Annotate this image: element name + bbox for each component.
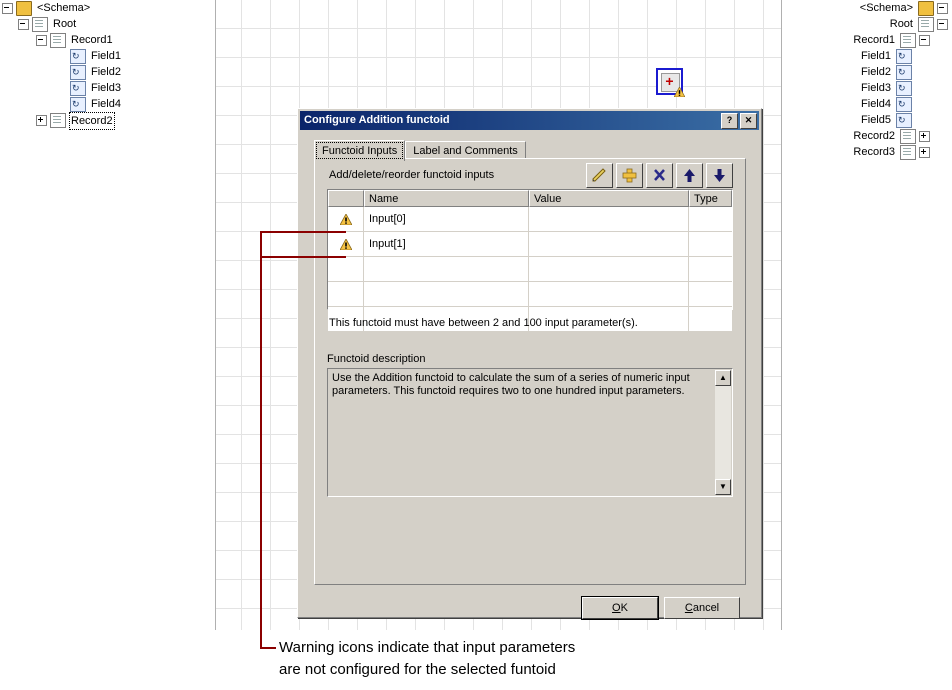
tree-item-label: <Schema>: [859, 2, 913, 14]
inputs-toolbar: [586, 163, 733, 188]
tree-row[interactable]: [782, 128, 952, 144]
table-row[interactable]: [328, 232, 732, 257]
functoid-description-box: [327, 368, 733, 497]
folder-icon: [16, 1, 32, 16]
edit-input-button[interactable]: [586, 163, 613, 188]
tree-item-label: Root: [889, 18, 913, 30]
tree-item-label: Field2: [861, 66, 891, 78]
cell-empty[interactable]: [364, 257, 529, 282]
grid-header-row: [328, 190, 732, 207]
tree-row[interactable]: [782, 112, 952, 128]
cell-empty[interactable]: [529, 282, 689, 307]
expander-minus-icon[interactable]: [18, 19, 29, 30]
folder-icon: [918, 1, 934, 16]
warning-icon: [674, 87, 685, 97]
field-icon: [896, 81, 912, 96]
ok-button-label: K: [620, 602, 628, 614]
document-icon: [32, 17, 48, 32]
tree-row[interactable]: [782, 96, 952, 112]
functoid-inputs-panel: [314, 158, 746, 585]
expander-plus-icon[interactable]: [919, 131, 930, 142]
tree-item-label: <Schema>: [37, 2, 91, 14]
tree-row[interactable]: [0, 48, 215, 64]
tree-item-label: Field3: [91, 82, 121, 94]
titlebar-buttons: [721, 113, 757, 129]
plus-icon: [617, 164, 642, 187]
arrow-down-icon: [707, 164, 732, 187]
tree-item-label: Root: [53, 18, 77, 30]
document-icon: [900, 145, 916, 160]
tree-row[interactable]: [782, 16, 952, 32]
field-icon: [70, 49, 86, 64]
cancel-button[interactable]: [664, 597, 740, 619]
row-warning-cell: [328, 232, 364, 257]
expander-minus-icon[interactable]: [919, 35, 930, 46]
tree-item-label: Record2: [853, 130, 895, 142]
tree-row[interactable]: [782, 64, 952, 80]
tree-item-label: Record1: [71, 34, 113, 46]
cell-empty[interactable]: [689, 282, 732, 307]
tab-label-and-comments[interactable]: Label and Comments: [405, 141, 526, 160]
tree-row[interactable]: [0, 96, 215, 112]
addition-functoid[interactable]: [656, 68, 683, 95]
destination-schema-tree[interactable]: [782, 0, 952, 630]
tree-row[interactable]: [782, 32, 952, 48]
cell-value[interactable]: [529, 207, 689, 232]
document-icon: [918, 17, 934, 32]
table-row[interactable]: [328, 207, 732, 232]
tree-row[interactable]: [782, 80, 952, 96]
column-header-value[interactable]: Value: [529, 190, 689, 207]
tree-item-label: Field5: [861, 114, 891, 126]
callout-leader-h2: [260, 256, 346, 258]
field-icon: [896, 97, 912, 112]
tree-item-label: Record3: [853, 146, 895, 158]
tree-row[interactable]: [0, 64, 215, 80]
column-header-name[interactable]: Name: [364, 190, 529, 207]
tree-row[interactable]: [782, 48, 952, 64]
arrow-up-icon: [677, 164, 702, 187]
cell-empty: [328, 282, 364, 307]
tree-row[interactable]: [782, 0, 952, 16]
scroll-up-icon[interactable]: ▲: [715, 370, 731, 386]
close-icon[interactable]: ✕: [740, 113, 757, 129]
dialog-body: [300, 132, 759, 615]
column-header-icon[interactable]: [328, 190, 364, 207]
warning-icon: [340, 239, 352, 250]
ok-button-accel: O: [612, 602, 621, 614]
field-icon: [70, 97, 86, 112]
tree-item-label: Record1: [853, 34, 895, 46]
dialog-titlebar[interactable]: [300, 111, 759, 130]
move-up-button[interactable]: [676, 163, 703, 188]
tabstrip[interactable]: [314, 140, 745, 159]
callout-leader-h1: [260, 231, 346, 233]
tree-row[interactable]: [782, 144, 952, 160]
expander-minus-icon[interactable]: [937, 19, 948, 30]
cell-type[interactable]: [689, 232, 732, 257]
document-icon: [50, 113, 66, 128]
warning-icon: [340, 214, 352, 225]
cell-empty[interactable]: [529, 257, 689, 282]
expander-plus-icon[interactable]: [36, 115, 47, 126]
field-icon: [896, 65, 912, 80]
cell-empty: [328, 257, 364, 282]
cell-name[interactable]: Input[0]: [364, 207, 529, 232]
tree-item-label: Record2: [69, 112, 115, 130]
input-count-hint: This functoid must have between 2 and 100 input parameter(s).: [329, 317, 638, 329]
add-input-button[interactable]: [616, 163, 643, 188]
tree-item-label: Field3: [861, 82, 891, 94]
field-icon: [896, 49, 912, 64]
document-icon: [900, 129, 916, 144]
expander-minus-icon[interactable]: [937, 3, 948, 14]
tree-row[interactable]: [0, 32, 215, 48]
configure-functoid-dialog: [297, 108, 762, 618]
cell-value[interactable]: [529, 232, 689, 257]
column-header-type[interactable]: Type: [689, 190, 732, 207]
field-icon: [70, 81, 86, 96]
plus-icon: +: [665, 73, 674, 89]
tree-row[interactable]: [0, 80, 215, 96]
field-icon: [896, 113, 912, 128]
document-icon: [50, 33, 66, 48]
tree-row[interactable]: [0, 16, 215, 32]
tab-functoid-inputs[interactable]: Functoid Inputs: [314, 140, 405, 161]
close-x-icon: [647, 164, 672, 187]
functoid-inputs-grid[interactable]: [327, 189, 733, 310]
tree-item-label: Field4: [91, 98, 121, 110]
expander-minus-icon[interactable]: [36, 35, 47, 46]
callout-leader-h3: [260, 647, 276, 649]
cell-empty[interactable]: [689, 307, 732, 332]
cell-name[interactable]: Input[1]: [364, 232, 529, 257]
functoid-description-text: Use the Addition functoid to calculate the sum of a series of numeric input parameters. This functoid requires two to one hundred input parameters.: [332, 372, 690, 397]
move-down-button[interactable]: [706, 163, 733, 188]
table-row-empty[interactable]: [328, 257, 732, 282]
row-warning-cell: [328, 207, 364, 232]
tree-row-record2[interactable]: [0, 112, 215, 128]
cell-empty[interactable]: [689, 257, 732, 282]
tree-item-label: Field4: [861, 98, 891, 110]
tree-row[interactable]: [0, 0, 215, 16]
canvas-left-edge: [215, 0, 216, 630]
functoid-description-label: Functoid description: [327, 353, 426, 365]
help-button[interactable]: ?: [721, 113, 738, 129]
callout-leader-v: [260, 231, 262, 649]
document-icon: [900, 33, 916, 48]
cancel-button-accel: C: [684, 602, 693, 614]
expander-minus-icon[interactable]: [2, 3, 13, 14]
cancel-button-label: ancel: [692, 602, 720, 614]
panel-label: Add/delete/reorder functoid inputs: [329, 169, 495, 181]
cell-type[interactable]: [689, 207, 732, 232]
expander-plus-icon[interactable]: [919, 147, 930, 158]
tree-item-label: Field1: [91, 50, 121, 62]
tree-item-label: Field1: [861, 50, 891, 62]
callout-text: [279, 637, 839, 681]
field-icon: [70, 65, 86, 80]
cell-empty[interactable]: [364, 282, 529, 307]
callout-line-1: Warning icons indicate that input parameters: [279, 639, 576, 656]
delete-input-button[interactable]: [646, 163, 673, 188]
description-scrollbar[interactable]: [715, 370, 731, 495]
callout-line-2: are not configured for the selected funtoid: [279, 661, 556, 678]
source-schema-tree[interactable]: [0, 0, 215, 630]
dialog-title: Configure Addition functoid: [304, 114, 450, 126]
pencil-icon: [587, 164, 612, 187]
scroll-down-icon[interactable]: ▼: [715, 479, 731, 495]
table-row-empty[interactable]: [328, 282, 732, 307]
tree-item-label: Field2: [91, 66, 121, 78]
ok-button[interactable]: [582, 597, 658, 619]
